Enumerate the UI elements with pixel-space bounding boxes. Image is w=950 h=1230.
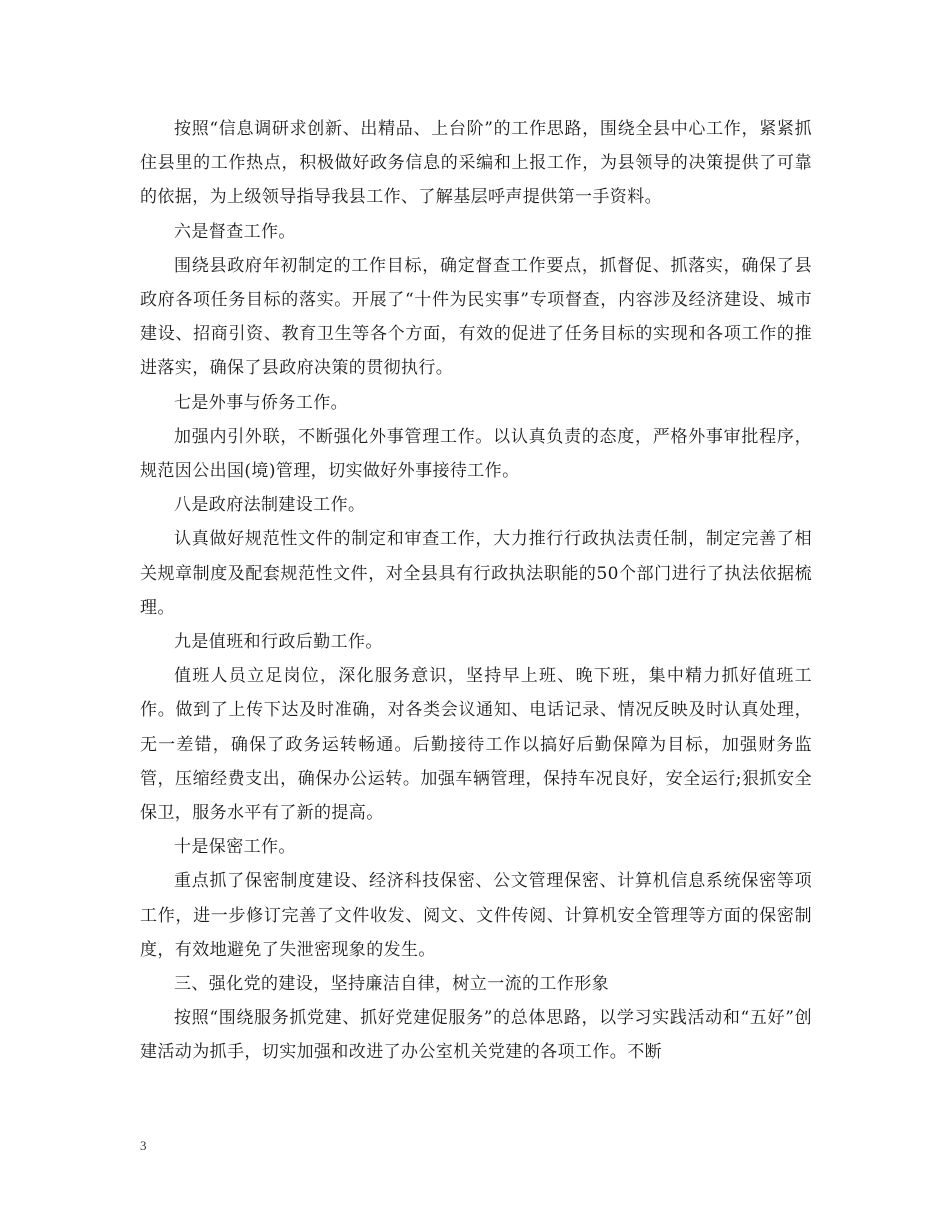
- heading-duty-logistics: 九是值班和行政后勤工作。: [174, 632, 383, 653]
- heading-legal-system: 八是政府法制建设工作。: [174, 495, 366, 516]
- page-number: 3: [140, 1138, 147, 1153]
- paragraph-party-building: 按照“围绕服务抓党建、抓好党建促服务”的总体思路，以学习实践活动和“五好”创建活动为抓手，切实加强和改进了办公室机关党建的各项工作。不断: [140, 1008, 812, 1063]
- paragraph-foreign-affairs: 加强内引外联，不断强化外事管理工作。以认真负责的态度，严格外事审批程序，规范因公出国(境)管理，切实做好外事接待工作。: [140, 426, 812, 482]
- paragraph-duty-logistics: 值班人员立足岗位，深化服务意识，坚持早上班、晚下班，集中精力抓好值班工作。做到了上传下达及时准确，对各类会议通知、电话记录、情况反映及时认真处理，无一差错，确保了政务运转畅通。后勤接待工作以搞好后勤保障为目标，加强财务监管，压缩经费支出，确保办公运转。加强车辆管理，保持车况良好，安全运行;狠抓安全保卫，服务水平有了新的提高。: [140, 666, 812, 824]
- paragraph-confidentiality: 重点抓了保密制度建设、经济科技保密、公文管理保密、计算机信息系统保密等项工作，进一步修订完善了文件收发、阅文、文件传阅、计算机安全管理等方面的保密制度，有效地避免了失泄密现象的发生。: [140, 871, 812, 960]
- heading-supervision: 六是督查工作。: [174, 221, 296, 242]
- heading-party-building: 三、强化党的建设，坚持廉洁自律，树立一流的工作形象: [174, 974, 609, 995]
- document-body: [140, 112, 812, 1070]
- paragraph-supervision: 围绕县政府年初制定的工作目标，确定督查工作要点，抓督促、抓落实，确保了县政府各项任务目标的落实。开展了“十件为民实事”专项督查，内容涉及经济建设、城市建设、招商引资、教育卫生等各个方面，有效的促进了任务目标的实现和各项工作的推进落实，确保了县政府决策的贯彻执行。: [140, 255, 812, 379]
- paragraph-legal-system: 认真做好规范性文件的制定和审查工作，大力推行行政执法责任制，制定完善了相关规章制度及配套规范性文件，对全县具有行政执法职能的50个部门进行了执法依据梳理。: [140, 529, 812, 618]
- paragraph-information-work: 按照“信息调研求创新、出精品、上台阶”的工作思路，围绕全县中心工作，紧紧抓住县里的工作热点，积极做好政务信息的采编和上报工作，为县领导的决策提供了可靠的依据，为上级领导指导我县工作、了解基层呼声提供第一手资料。: [140, 119, 812, 208]
- heading-confidentiality: 十是保密工作。: [174, 837, 296, 858]
- heading-foreign-affairs: 七是外事与侨务工作。: [174, 392, 348, 413]
